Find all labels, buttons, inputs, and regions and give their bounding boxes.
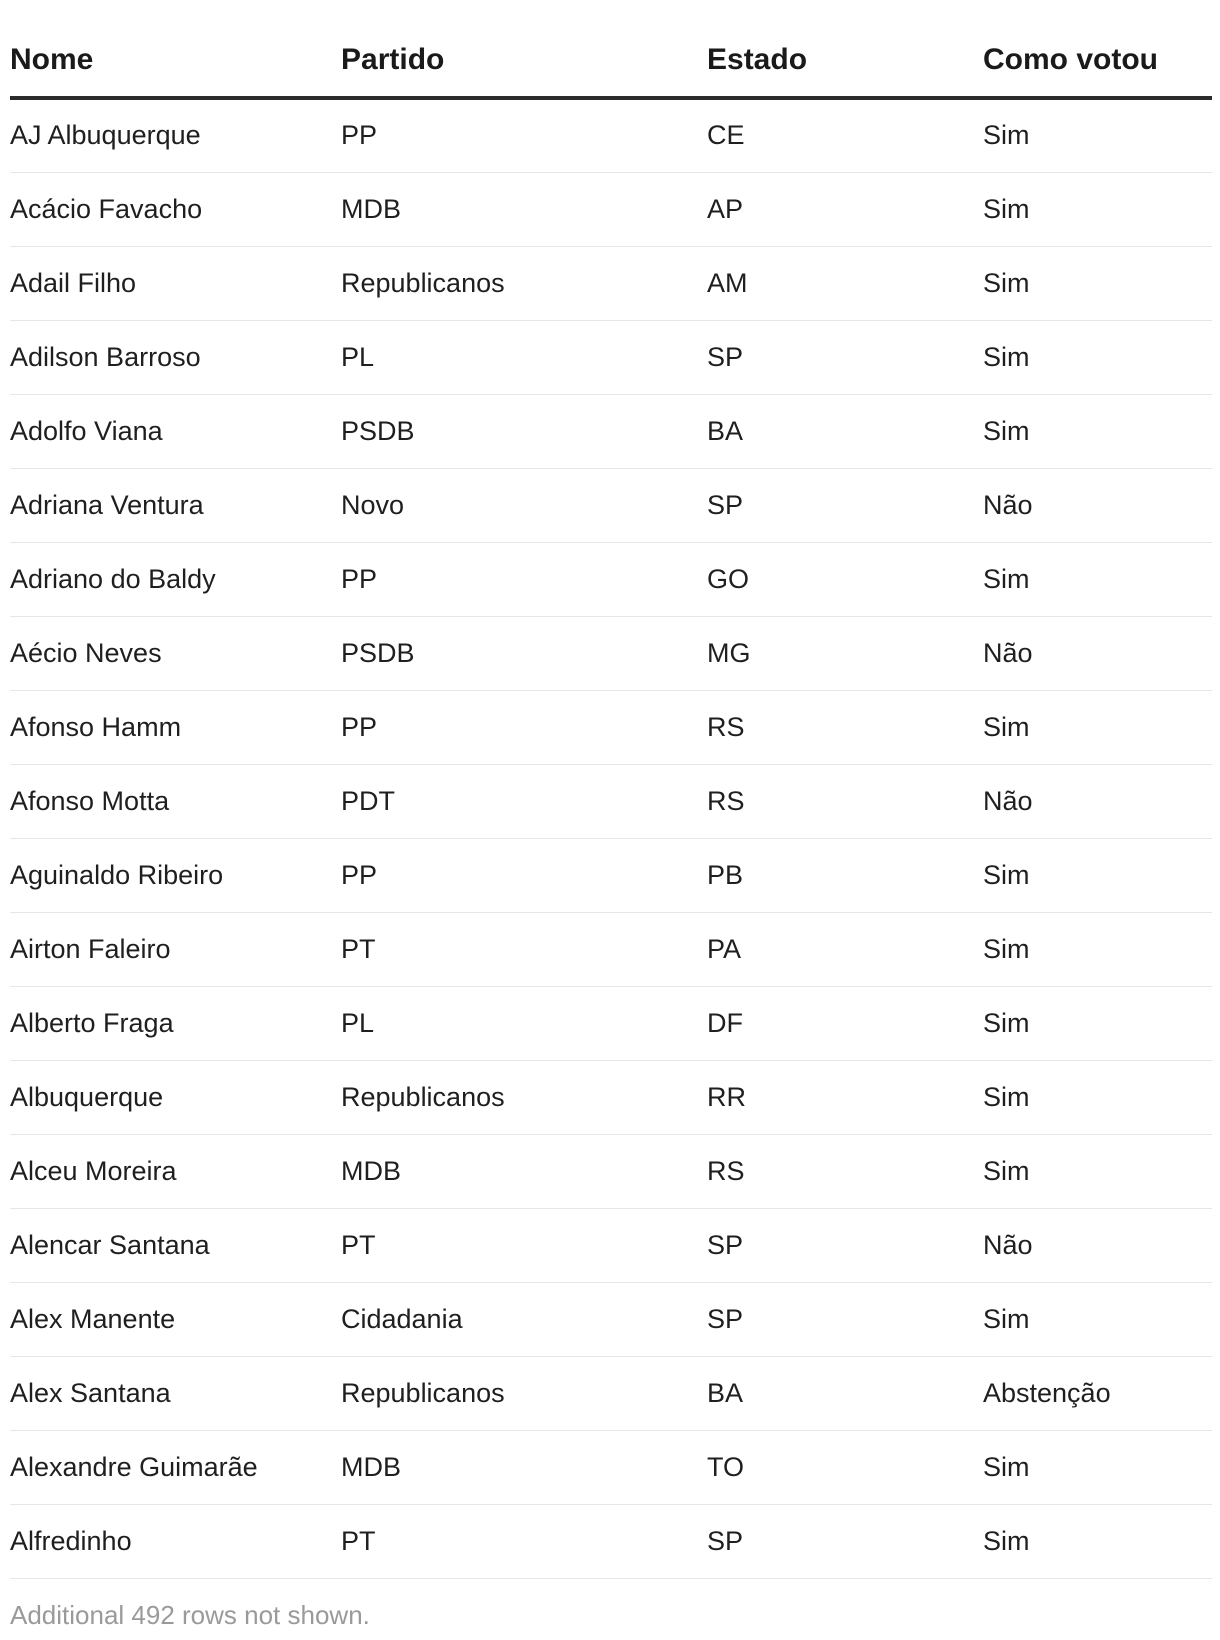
cell-estado: GO — [707, 542, 983, 616]
cell-nome: AJ Albuquerque — [10, 98, 341, 172]
cell-nome: Alceu Moreira — [10, 1134, 341, 1208]
cell-nome: Albuquerque — [10, 1060, 341, 1134]
table-row — [10, 1356, 1212, 1430]
cell-estado: CE — [707, 98, 983, 172]
cell-como-votou: Não — [983, 764, 1212, 838]
cell-estado: TO — [707, 1430, 983, 1504]
table-row — [10, 986, 1212, 1060]
cell-nome: Acácio Favacho — [10, 172, 341, 246]
cell-como-votou: Sim — [983, 912, 1212, 986]
cell-como-votou: Sim — [983, 172, 1212, 246]
cell-partido: PP — [341, 690, 707, 764]
cell-como-votou: Sim — [983, 690, 1212, 764]
cell-estado: MG — [707, 616, 983, 690]
table-row — [10, 1060, 1212, 1134]
cell-partido: PP — [341, 838, 707, 912]
cell-estado: BA — [707, 394, 983, 468]
cell-como-votou: Sim — [983, 1134, 1212, 1208]
table-header-row — [10, 24, 1212, 98]
cell-estado: RS — [707, 764, 983, 838]
table-row — [10, 1430, 1212, 1504]
cell-nome: Aécio Neves — [10, 616, 341, 690]
cell-partido: MDB — [341, 1430, 707, 1504]
cell-como-votou: Sim — [983, 1060, 1212, 1134]
cell-partido: PSDB — [341, 616, 707, 690]
table-row — [10, 764, 1212, 838]
cell-como-votou: Sim — [983, 1504, 1212, 1578]
table-row — [10, 246, 1212, 320]
rows-not-shown-note: Additional 492 rows not shown. — [10, 1600, 370, 1630]
cell-como-votou: Não — [983, 616, 1212, 690]
table-row — [10, 542, 1212, 616]
cell-nome: Alex Manente — [10, 1282, 341, 1356]
table-row — [10, 1208, 1212, 1282]
cell-estado: AP — [707, 172, 983, 246]
table-row — [10, 616, 1212, 690]
table-row — [10, 98, 1212, 172]
cell-partido: PT — [341, 1208, 707, 1282]
cell-partido: PL — [341, 986, 707, 1060]
cell-partido: Republicanos — [341, 1356, 707, 1430]
cell-estado: AM — [707, 246, 983, 320]
cell-partido: Cidadania — [341, 1282, 707, 1356]
table-row — [10, 320, 1212, 394]
cell-como-votou: Sim — [983, 1430, 1212, 1504]
cell-estado: SP — [707, 468, 983, 542]
cell-partido: MDB — [341, 1134, 707, 1208]
cell-estado: BA — [707, 1356, 983, 1430]
cell-nome: Adolfo Viana — [10, 394, 341, 468]
cell-nome: Alberto Fraga — [10, 986, 341, 1060]
cell-nome: Adail Filho — [10, 246, 341, 320]
cell-nome: Aguinaldo Ribeiro — [10, 838, 341, 912]
cell-partido: Republicanos — [341, 246, 707, 320]
cell-nome: Adriana Ventura — [10, 468, 341, 542]
table-row — [10, 912, 1212, 986]
cell-nome: Alfredinho — [10, 1504, 341, 1578]
column-header-como-votou[interactable]: Como votou — [983, 24, 1212, 98]
cell-como-votou: Sim — [983, 246, 1212, 320]
cell-nome: Afonso Motta — [10, 764, 341, 838]
table-row — [10, 394, 1212, 468]
cell-como-votou: Não — [983, 1208, 1212, 1282]
cell-como-votou: Não — [983, 468, 1212, 542]
table-row — [10, 1282, 1212, 1356]
cell-nome: Airton Faleiro — [10, 912, 341, 986]
column-header-estado[interactable]: Estado — [707, 24, 983, 98]
cell-como-votou: Abstenção — [983, 1356, 1212, 1430]
column-header-partido[interactable]: Partido — [341, 24, 707, 98]
votes-table — [10, 24, 1212, 1579]
column-header-nome[interactable]: Nome — [10, 24, 341, 98]
cell-estado: SP — [707, 320, 983, 394]
cell-estado: SP — [707, 1208, 983, 1282]
cell-como-votou: Sim — [983, 838, 1212, 912]
table-row — [10, 172, 1212, 246]
cell-nome: Adilson Barroso — [10, 320, 341, 394]
cell-estado: SP — [707, 1282, 983, 1356]
cell-como-votou: Sim — [983, 1282, 1212, 1356]
cell-partido: PT — [341, 1504, 707, 1578]
cell-partido: PT — [341, 912, 707, 986]
cell-partido: Novo — [341, 468, 707, 542]
cell-partido: PP — [341, 542, 707, 616]
cell-partido: PL — [341, 320, 707, 394]
table-row — [10, 838, 1212, 912]
cell-nome: Afonso Hamm — [10, 690, 341, 764]
table-body — [10, 98, 1212, 1578]
cell-estado: PA — [707, 912, 983, 986]
table-row — [10, 1134, 1212, 1208]
cell-nome: Alexandre Guimarãe — [10, 1430, 341, 1504]
cell-estado: RS — [707, 690, 983, 764]
cell-nome: Alencar Santana — [10, 1208, 341, 1282]
cell-partido: PP — [341, 98, 707, 172]
table-row — [10, 1504, 1212, 1578]
cell-estado: RS — [707, 1134, 983, 1208]
cell-estado: RR — [707, 1060, 983, 1134]
cell-como-votou: Sim — [983, 394, 1212, 468]
cell-como-votou: Sim — [983, 542, 1212, 616]
table-row — [10, 690, 1212, 764]
cell-como-votou: Sim — [983, 98, 1212, 172]
cell-nome: Alex Santana — [10, 1356, 341, 1430]
cell-estado: DF — [707, 986, 983, 1060]
cell-nome: Adriano do Baldy — [10, 542, 341, 616]
table-row — [10, 468, 1212, 542]
cell-como-votou: Sim — [983, 986, 1212, 1060]
cell-estado: SP — [707, 1504, 983, 1578]
cell-como-votou: Sim — [983, 320, 1212, 394]
cell-estado: PB — [707, 838, 983, 912]
cell-partido: Republicanos — [341, 1060, 707, 1134]
cell-partido: PSDB — [341, 394, 707, 468]
cell-partido: MDB — [341, 172, 707, 246]
cell-partido: PDT — [341, 764, 707, 838]
votes-table-container — [10, 24, 1212, 1579]
